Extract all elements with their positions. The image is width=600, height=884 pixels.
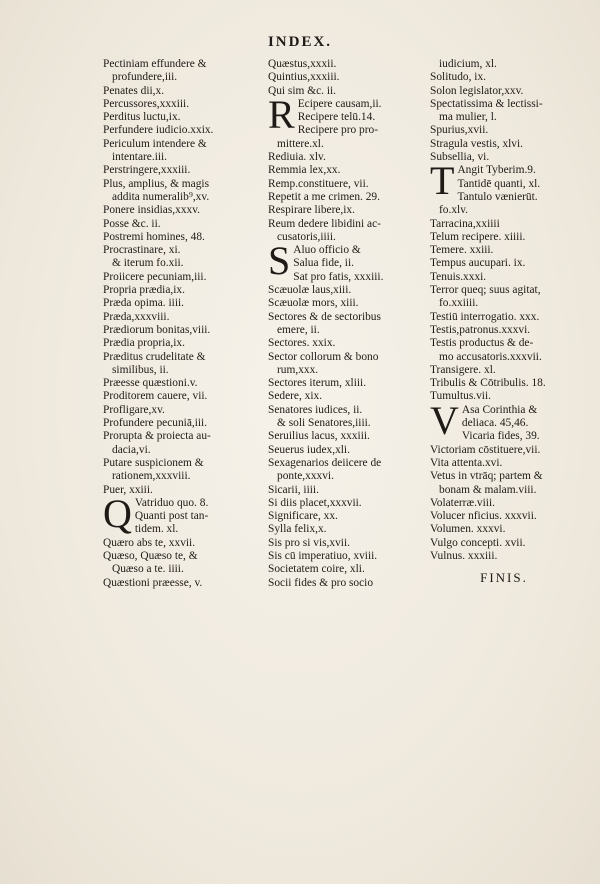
- index-entry: Quintius,xxxiii.: [268, 71, 340, 84]
- entry-list: [430, 444, 578, 564]
- index-entry: Pectiniam effundere &: [103, 58, 207, 70]
- index-entry: Seruilius lacus, xxxiii.: [268, 430, 370, 443]
- index-entry: Sector collorum & bono: [268, 350, 379, 363]
- index-entry: Scæuolæ laus,xiii.: [268, 284, 352, 297]
- index-entry: Sis cū imperatiuo, xviii.: [268, 549, 378, 562]
- index-entry: Recipere pro pro-: [297, 124, 379, 137]
- index-entry: Salua fide, ii.: [293, 257, 354, 270]
- index-entry: Tempus aucupari. ix.: [430, 257, 526, 270]
- index-entry: Sylla felix,x.: [268, 523, 327, 536]
- drop-cap-letter: Q: [103, 490, 132, 536]
- index-entry: Rediuia. xlv.: [268, 151, 326, 164]
- index-entry: Sectores & de sectoribus: [268, 310, 381, 323]
- index-entry: Profundere pecuniā,iii.: [103, 417, 208, 430]
- index-entry: Posse &c. ii.: [103, 217, 161, 230]
- index-entry: mittere.xl.: [277, 137, 324, 150]
- drop-cap-block: [430, 158, 578, 204]
- index-entry: Scæuolæ mors, xiii.: [268, 297, 359, 310]
- index-entry: Proditorem cauere, vii.: [103, 390, 208, 403]
- index-entry: Remmia lex,xx.: [268, 164, 341, 177]
- index-entry: Perstringere,xxxiii.: [103, 164, 191, 177]
- index-entry: Socii fides & pro socio: [268, 576, 374, 589]
- index-entry: Spectatissima & lectissi-: [430, 97, 543, 110]
- index-entry: Quæso a te. iiii.: [112, 563, 184, 576]
- index-entry: Tumultus.vii.: [430, 390, 491, 403]
- index-entry: Societatem coire, xli.: [268, 563, 365, 576]
- index-entry: Quæstus,xxxii.: [268, 58, 337, 70]
- index-entry: addita numeralib⁹,xv.: [112, 190, 210, 203]
- index-entry: bonam & malam.viii.: [439, 483, 537, 496]
- index-entry: Testis,patronus.xxxvi.: [430, 323, 531, 336]
- index-column-3: [430, 58, 578, 585]
- entry-list: [268, 58, 432, 98]
- entry-list: [268, 138, 432, 244]
- index-entry: Procrastinare, xi.: [103, 244, 181, 257]
- index-entry: intentare.iii.: [112, 151, 168, 164]
- index-entry: Solitudo, ix.: [430, 71, 487, 84]
- index-entry: fo.xxiiii.: [439, 297, 479, 310]
- index-entry: tidem. xl.: [134, 523, 179, 536]
- index-entry: Spurius,xvii.: [430, 124, 489, 137]
- index-entry: deliaca. 45,46.: [461, 417, 529, 430]
- index-entry: Præda,xxxviii.: [103, 310, 170, 323]
- index-entry: ponte,xxxvi.: [277, 470, 334, 483]
- drop-cap-letter: V: [430, 397, 459, 443]
- index-entry: Senatores iudices, ii.: [268, 403, 363, 416]
- index-entry: Ponere insidias,xxxv.: [103, 204, 201, 217]
- index-entry: Sexagenarios deiicere de: [268, 456, 382, 469]
- index-entry: Prorupta & proiecta au-: [103, 430, 211, 443]
- index-entry: Tarracina,xxiiii: [430, 217, 500, 230]
- index-entry: Volumen. xxxvi.: [430, 523, 506, 536]
- index-entry: similibus, ii.: [112, 363, 169, 376]
- index-entry: Quæso, Quæso te, &: [103, 549, 198, 562]
- index-entry: Seuerus iudex,xli.: [268, 443, 350, 456]
- index-entry: Putare suspicionem &: [103, 456, 204, 469]
- index-entry: Testis productus & de-: [430, 337, 534, 350]
- drop-cap-block: [430, 397, 578, 444]
- index-entry: Ecipere causam,ii.: [297, 97, 382, 110]
- index-entry: Tribulis & Cōtribulis. 18.: [430, 377, 546, 390]
- index-entry: Repetit a me crimen. 29.: [268, 190, 380, 203]
- index-entry: Asa Corinthia &: [461, 403, 538, 416]
- index-entry: Sectores iterum, xliii.: [268, 377, 367, 390]
- index-entry: Præda opima. iiii.: [103, 297, 184, 310]
- index-entry: Sicarii, iiii.: [268, 483, 319, 496]
- index-entry: iudicium, xl.: [439, 58, 497, 70]
- index-entry: Stragula vestis, xlvi.: [430, 137, 524, 150]
- index-entry: Victoriam cōstituere,vii.: [430, 443, 541, 456]
- drop-cap-block: [268, 238, 432, 284]
- running-header: INDEX.: [267, 34, 333, 50]
- index-entry: Vita attenta.xvi.: [430, 456, 503, 469]
- index-entry: Penates dii,x.: [103, 84, 165, 97]
- drop-cap-letter: S: [268, 238, 291, 284]
- index-entry: Respirare libere,ix.: [268, 204, 355, 217]
- index-entry: Propria prædia,ix.: [103, 284, 185, 297]
- index-entry: Profligare,xv.: [103, 403, 165, 416]
- index-entry: Vetus in vtrāq; partem &: [430, 470, 543, 483]
- index-entry: Perfundere iudicio.xxix.: [103, 124, 214, 137]
- index-entry: Remp.constituere, vii.: [268, 177, 369, 190]
- index-entry: Plus, amplius, & magis: [103, 177, 210, 190]
- entry-list: [430, 204, 578, 403]
- index-entry: Præesse quæstioni.v.: [103, 377, 198, 390]
- index-entry: Quæro abs te, xxvii.: [103, 536, 196, 549]
- index-entry: Tantulo vænierūt.: [457, 190, 538, 203]
- index-entry: Vatriduo quo. 8.: [134, 496, 209, 509]
- entry-list: [103, 537, 263, 590]
- entry-list: [430, 58, 578, 164]
- index-entry: ma mulier, l.: [439, 111, 497, 124]
- index-entry: Significare, xx.: [268, 510, 338, 523]
- index-entry: emere, ii.: [277, 323, 320, 336]
- finis-label: FINIS.: [480, 570, 528, 586]
- entry-list: [268, 284, 432, 590]
- index-entry: & iterum fo.xii.: [112, 257, 184, 270]
- index-entry: Qui sim &c. ii.: [268, 84, 337, 97]
- index-entry: Angit Tyberim.9.: [457, 164, 536, 177]
- index-entry: Tantidē quanti, xl.: [457, 177, 541, 190]
- entry-list: [103, 58, 263, 497]
- index-entry: rum,xxx.: [277, 363, 319, 376]
- index-entry: Prædiorum bonitas,viii.: [103, 323, 211, 336]
- index-column-1: [103, 58, 263, 590]
- index-entry: Postremi homines, 48.: [103, 230, 205, 243]
- index-entry: Quæstioni præesse, v.: [103, 576, 203, 589]
- index-entry: Subsellia, vi.: [430, 151, 490, 164]
- index-entry: Temere. xxiii.: [430, 244, 494, 257]
- index-entry: Puer, xxiii.: [103, 483, 153, 496]
- index-entry: profundere,iii.: [112, 71, 178, 84]
- drop-cap-letter: R: [268, 91, 295, 137]
- index-entry: Terror queq; suus agitat,: [430, 284, 541, 297]
- index-entry: Sat pro fatis, xxxiii.: [293, 270, 384, 283]
- index-entry: Sedere, xix.: [268, 390, 323, 403]
- index-entry: Telum recipere. xiiii.: [430, 230, 526, 243]
- index-entry: Transigere. xl.: [430, 363, 496, 376]
- index-entry: Percussores,xxxiii.: [103, 97, 190, 110]
- drop-cap-letter: T: [430, 158, 455, 204]
- index-entry: Testiū interrogatio. xxx.: [430, 310, 540, 323]
- index-entry: Reum dedere libidini ac-: [268, 217, 381, 230]
- index-entry: Recipere telū.14.: [297, 111, 376, 124]
- index-entry: Prædia propria,ix.: [103, 337, 185, 350]
- index-entry: Sis pro si vis,xvii.: [268, 536, 350, 549]
- index-entry: Solon legislator,xxv.: [430, 84, 524, 97]
- index-entry: Si diis placet,xxxvii.: [268, 496, 362, 509]
- index-entry: Volaterræ.viii.: [430, 496, 495, 509]
- drop-cap-block: [268, 91, 432, 138]
- index-entry: Sectores. xxix.: [268, 337, 336, 350]
- index-entry: Aluo officio &: [293, 244, 361, 257]
- index-entry: cusatoris,iiii.: [277, 230, 336, 243]
- index-entry: Vulnus. xxxiii.: [430, 549, 498, 562]
- index-entry: dacia,vi.: [112, 443, 151, 456]
- index-entry: Vulgo concepti. xvii.: [430, 536, 526, 549]
- index-entry: & soli Senatores,iiii.: [277, 417, 371, 430]
- index-column-2: [268, 58, 432, 590]
- index-entry: Proiicere pecuniam,iii.: [103, 270, 207, 283]
- index-entry: mo accusatoris.xxxvii.: [439, 350, 542, 363]
- index-entry: Quanti post tan-: [134, 510, 209, 523]
- index-entry: Vicaria fides, 39.: [461, 430, 540, 443]
- drop-cap-block: [103, 490, 263, 537]
- index-entry: rationem,xxxviii.: [112, 470, 191, 483]
- index-entry: Perditus luctu,ix.: [103, 111, 181, 124]
- index-entry: Volucer nficius. xxxvii.: [430, 510, 537, 523]
- index-entry: Periculum intendere &: [103, 137, 207, 150]
- index-entry: Tenuis.xxxi.: [430, 270, 487, 283]
- index-entry: fo.xlv.: [439, 204, 468, 217]
- index-entry: Præditus crudelitate &: [103, 350, 206, 363]
